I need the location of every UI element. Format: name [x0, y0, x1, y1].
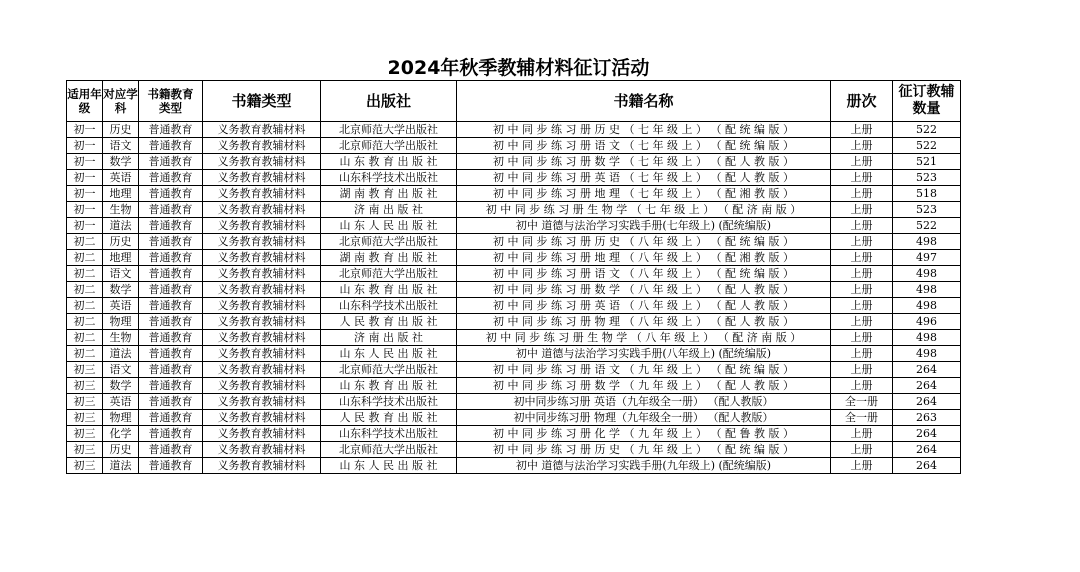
cell-publisher: 山 东 教 育 出 版 社 [321, 378, 457, 394]
cell-book-name: 初 中 同 步 练 习 册 物 理 （ 八 年 级 上 ） （ 配 人 教 版 ） [457, 314, 831, 330]
cell-book-type: 义务教育教辅材料 [203, 282, 321, 298]
cell-quantity: 498 [893, 234, 961, 250]
cell-quantity: 264 [893, 362, 961, 378]
cell-publisher: 北京师范大学出版社 [321, 138, 457, 154]
cell-grade: 初一 [67, 138, 103, 154]
cell-subject: 化学 [103, 426, 139, 442]
cell-book-name: 初 中 同 步 练 习 册 历 史 （ 八 年 级 上 ） （ 配 统 编 版 ） [457, 234, 831, 250]
cell-book-name: 初 中 同 步 练 习 册 英 语 （ 七 年 级 上 ） （ 配 人 教 版 ） [457, 170, 831, 186]
order-table [66, 80, 961, 474]
cell-publisher: 北京师范大学出版社 [321, 362, 457, 378]
cell-quantity: 496 [893, 314, 961, 330]
cell-volume: 上册 [831, 138, 893, 154]
cell-publisher: 北京师范大学出版社 [321, 122, 457, 138]
cell-publisher: 山东科学技术出版社 [321, 298, 457, 314]
cell-book-type: 义务教育教辅材料 [203, 202, 321, 218]
table-row [67, 170, 961, 186]
cell-book-name: 初 中 同 步 练 习 册 历 史 （ 七 年 级 上 ） （ 配 统 编 版 ） [457, 122, 831, 138]
cell-publisher: 山 东 人 民 出 版 社 [321, 458, 457, 474]
cell-book-type: 义务教育教辅材料 [203, 394, 321, 410]
header-row [67, 81, 961, 122]
cell-quantity: 498 [893, 346, 961, 362]
cell-edu-type: 普通教育 [139, 234, 203, 250]
cell-subject: 生物 [103, 202, 139, 218]
cell-grade: 初二 [67, 250, 103, 266]
cell-volume: 上册 [831, 314, 893, 330]
cell-edu-type: 普通教育 [139, 138, 203, 154]
cell-subject: 数学 [103, 378, 139, 394]
cell-volume: 上册 [831, 154, 893, 170]
cell-grade: 初三 [67, 362, 103, 378]
cell-subject: 语文 [103, 266, 139, 282]
cell-edu-type: 普通教育 [139, 186, 203, 202]
cell-book-name: 初 中 同 步 练 习 册 生 物 学 （ 八 年 级 上 ） （ 配 济 南 版 ） [457, 330, 831, 346]
cell-edu-type: 普通教育 [139, 410, 203, 426]
table-row [67, 186, 961, 202]
cell-edu-type: 普通教育 [139, 250, 203, 266]
cell-book-type: 义务教育教辅材料 [203, 330, 321, 346]
cell-publisher: 山 东 人 民 出 版 社 [321, 218, 457, 234]
cell-book-name: 初中 道德与法治学习实践手册(七年级上) (配统编版) [457, 218, 831, 234]
cell-subject: 物理 [103, 410, 139, 426]
cell-grade: 初三 [67, 426, 103, 442]
cell-quantity: 498 [893, 282, 961, 298]
cell-volume: 上册 [831, 362, 893, 378]
cell-grade: 初一 [67, 122, 103, 138]
cell-quantity: 264 [893, 442, 961, 458]
cell-publisher: 湖 南 教 育 出 版 社 [321, 186, 457, 202]
cell-publisher: 北京师范大学出版社 [321, 442, 457, 458]
header-book-name: 书籍名称 [457, 81, 831, 122]
table-row [67, 154, 961, 170]
cell-publisher: 济 南 出 版 社 [321, 202, 457, 218]
table-row [67, 298, 961, 314]
cell-edu-type: 普通教育 [139, 346, 203, 362]
table-row [67, 266, 961, 282]
cell-book-name: 初 中 同 步 练 习 册 英 语 （ 八 年 级 上 ） （ 配 人 教 版 ） [457, 298, 831, 314]
cell-volume: 上册 [831, 234, 893, 250]
cell-edu-type: 普通教育 [139, 378, 203, 394]
cell-quantity: 523 [893, 202, 961, 218]
cell-quantity: 518 [893, 186, 961, 202]
cell-subject: 英语 [103, 170, 139, 186]
cell-quantity: 523 [893, 170, 961, 186]
cell-subject: 地理 [103, 186, 139, 202]
cell-quantity: 264 [893, 378, 961, 394]
cell-quantity: 264 [893, 458, 961, 474]
cell-quantity: 522 [893, 218, 961, 234]
cell-subject: 道法 [103, 346, 139, 362]
cell-grade: 初三 [67, 442, 103, 458]
cell-volume: 上册 [831, 266, 893, 282]
cell-book-name: 初 中 同 步 练 习 册 数 学 （ 八 年 级 上 ） （ 配 人 教 版 ） [457, 282, 831, 298]
table-row [67, 330, 961, 346]
table-row [67, 202, 961, 218]
header-grade: 适用年级 [67, 81, 103, 122]
cell-grade: 初二 [67, 298, 103, 314]
cell-volume: 上册 [831, 186, 893, 202]
cell-book-type: 义务教育教辅材料 [203, 314, 321, 330]
cell-grade: 初二 [67, 346, 103, 362]
table-row [67, 234, 961, 250]
cell-grade: 初二 [67, 282, 103, 298]
header-quantity: 征订教辅数量 [893, 81, 961, 122]
table-row [67, 218, 961, 234]
cell-book-type: 义务教育教辅材料 [203, 138, 321, 154]
cell-volume: 上册 [831, 378, 893, 394]
header-edu-type: 书籍教育类型 [139, 81, 203, 122]
cell-publisher: 山东科学技术出版社 [321, 426, 457, 442]
cell-publisher: 北京师范大学出版社 [321, 234, 457, 250]
table-row [67, 138, 961, 154]
cell-subject: 物理 [103, 314, 139, 330]
cell-book-type: 义务教育教辅材料 [203, 250, 321, 266]
cell-grade: 初三 [67, 458, 103, 474]
cell-volume: 上册 [831, 170, 893, 186]
cell-subject: 历史 [103, 442, 139, 458]
cell-edu-type: 普通教育 [139, 266, 203, 282]
cell-volume: 上册 [831, 202, 893, 218]
cell-book-name: 初 中 同 步 练 习 册 语 文 （ 七 年 级 上 ） （ 配 统 编 版 ） [457, 138, 831, 154]
cell-edu-type: 普通教育 [139, 122, 203, 138]
cell-book-name: 初 中 同 步 练 习 册 化 学 （ 九 年 级 上 ） （ 配 鲁 教 版 ） [457, 426, 831, 442]
cell-grade: 初三 [67, 394, 103, 410]
table-row [67, 122, 961, 138]
table-row [67, 378, 961, 394]
cell-book-name: 初 中 同 步 练 习 册 地 理 （ 八 年 级 上 ） （ 配 湘 教 版 ） [457, 250, 831, 266]
cell-quantity: 264 [893, 426, 961, 442]
cell-quantity: 522 [893, 122, 961, 138]
cell-book-type: 义务教育教辅材料 [203, 186, 321, 202]
cell-volume: 上册 [831, 218, 893, 234]
cell-book-type: 义务教育教辅材料 [203, 458, 321, 474]
cell-volume: 上册 [831, 330, 893, 346]
cell-book-name: 初中同步练习册 物理（九年级全一册） （配人教版） [457, 410, 831, 426]
cell-book-type: 义务教育教辅材料 [203, 346, 321, 362]
cell-book-type: 义务教育教辅材料 [203, 378, 321, 394]
cell-grade: 初二 [67, 330, 103, 346]
cell-volume: 全一册 [831, 410, 893, 426]
cell-edu-type: 普通教育 [139, 202, 203, 218]
cell-edu-type: 普通教育 [139, 330, 203, 346]
cell-edu-type: 普通教育 [139, 154, 203, 170]
cell-volume: 上册 [831, 122, 893, 138]
cell-book-name: 初中 道德与法治学习实践手册(八年级上) (配统编版) [457, 346, 831, 362]
cell-book-type: 义务教育教辅材料 [203, 266, 321, 282]
cell-book-type: 义务教育教辅材料 [203, 218, 321, 234]
cell-subject: 历史 [103, 122, 139, 138]
cell-book-type: 义务教育教辅材料 [203, 234, 321, 250]
cell-edu-type: 普通教育 [139, 298, 203, 314]
cell-publisher: 济 南 出 版 社 [321, 330, 457, 346]
cell-edu-type: 普通教育 [139, 442, 203, 458]
cell-publisher: 山东科学技术出版社 [321, 394, 457, 410]
table-row [67, 394, 961, 410]
cell-subject: 道法 [103, 218, 139, 234]
cell-grade: 初一 [67, 154, 103, 170]
cell-book-type: 义务教育教辅材料 [203, 426, 321, 442]
table-row [67, 282, 961, 298]
cell-subject: 数学 [103, 282, 139, 298]
table-row [67, 442, 961, 458]
cell-grade: 初一 [67, 202, 103, 218]
cell-edu-type: 普通教育 [139, 426, 203, 442]
cell-book-type: 义务教育教辅材料 [203, 154, 321, 170]
cell-subject: 英语 [103, 298, 139, 314]
table-row [67, 426, 961, 442]
header-book-type: 书籍类型 [203, 81, 321, 122]
header-volume: 册次 [831, 81, 893, 122]
cell-book-name: 初中 道德与法治学习实践手册(九年级上) (配统编版) [457, 458, 831, 474]
cell-book-type: 义务教育教辅材料 [203, 170, 321, 186]
cell-volume: 上册 [831, 442, 893, 458]
cell-edu-type: 普通教育 [139, 458, 203, 474]
cell-grade: 初二 [67, 266, 103, 282]
cell-volume: 上册 [831, 426, 893, 442]
cell-publisher: 山 东 人 民 出 版 社 [321, 346, 457, 362]
cell-edu-type: 普通教育 [139, 282, 203, 298]
cell-subject: 数学 [103, 154, 139, 170]
cell-quantity: 498 [893, 330, 961, 346]
cell-edu-type: 普通教育 [139, 314, 203, 330]
table-row [67, 250, 961, 266]
cell-quantity: 264 [893, 394, 961, 410]
cell-quantity: 521 [893, 154, 961, 170]
cell-publisher: 山东科学技术出版社 [321, 170, 457, 186]
cell-subject: 地理 [103, 250, 139, 266]
page-title: 2024年秋季教辅材料征订活动 [387, 57, 650, 79]
cell-volume: 上册 [831, 298, 893, 314]
table-row [67, 314, 961, 330]
cell-book-name: 初 中 同 步 练 习 册 数 学 （ 七 年 级 上 ） （ 配 人 教 版 ） [457, 154, 831, 170]
cell-volume: 上册 [831, 458, 893, 474]
cell-book-type: 义务教育教辅材料 [203, 298, 321, 314]
cell-book-name: 初中同步练习册 英语（九年级全一册） （配人教版） [457, 394, 831, 410]
cell-subject: 道法 [103, 458, 139, 474]
cell-publisher: 湖 南 教 育 出 版 社 [321, 250, 457, 266]
cell-publisher: 人 民 教 育 出 版 社 [321, 410, 457, 426]
cell-edu-type: 普通教育 [139, 394, 203, 410]
cell-quantity: 497 [893, 250, 961, 266]
cell-grade: 初三 [67, 410, 103, 426]
cell-book-type: 义务教育教辅材料 [203, 362, 321, 378]
cell-quantity: 498 [893, 266, 961, 282]
cell-book-name: 初 中 同 步 练 习 册 历 史 （ 九 年 级 上 ） （ 配 统 编 版 ） [457, 442, 831, 458]
cell-volume: 上册 [831, 250, 893, 266]
cell-grade: 初二 [67, 314, 103, 330]
cell-quantity: 263 [893, 410, 961, 426]
cell-book-name: 初 中 同 步 练 习 册 地 理 （ 七 年 级 上 ） （ 配 湘 教 版 ） [457, 186, 831, 202]
cell-grade: 初二 [67, 234, 103, 250]
cell-book-type: 义务教育教辅材料 [203, 122, 321, 138]
cell-edu-type: 普通教育 [139, 362, 203, 378]
header-subject: 对应学科 [103, 81, 139, 122]
cell-volume: 上册 [831, 346, 893, 362]
cell-publisher: 人 民 教 育 出 版 社 [321, 314, 457, 330]
cell-book-name: 初 中 同 步 练 习 册 语 文 （ 九 年 级 上 ） （ 配 统 编 版 ） [457, 362, 831, 378]
cell-quantity: 522 [893, 138, 961, 154]
cell-subject: 生物 [103, 330, 139, 346]
cell-publisher: 山 东 教 育 出 版 社 [321, 282, 457, 298]
cell-edu-type: 普通教育 [139, 218, 203, 234]
cell-subject: 历史 [103, 234, 139, 250]
cell-publisher: 北京师范大学出版社 [321, 266, 457, 282]
cell-quantity: 498 [893, 298, 961, 314]
cell-edu-type: 普通教育 [139, 170, 203, 186]
cell-book-type: 义务教育教辅材料 [203, 410, 321, 426]
cell-grade: 初一 [67, 186, 103, 202]
table-row [67, 410, 961, 426]
cell-subject: 语文 [103, 138, 139, 154]
cell-book-name: 初 中 同 步 练 习 册 数 学 （ 九 年 级 上 ） （ 配 人 教 版 ） [457, 378, 831, 394]
table-row [67, 458, 961, 474]
cell-book-type: 义务教育教辅材料 [203, 442, 321, 458]
cell-volume: 上册 [831, 282, 893, 298]
cell-volume: 全一册 [831, 394, 893, 410]
table-row [67, 346, 961, 362]
cell-grade: 初一 [67, 218, 103, 234]
cell-grade: 初三 [67, 378, 103, 394]
cell-grade: 初一 [67, 170, 103, 186]
cell-book-name: 初 中 同 步 练 习 册 生 物 学 （ 七 年 级 上 ） （ 配 济 南 版 ） [457, 202, 831, 218]
table-row [67, 362, 961, 378]
cell-subject: 语文 [103, 362, 139, 378]
cell-book-name: 初 中 同 步 练 习 册 语 文 （ 八 年 级 上 ） （ 配 统 编 版 ） [457, 266, 831, 282]
table-body [67, 122, 961, 474]
header-publisher: 出版社 [321, 81, 457, 122]
cell-subject: 英语 [103, 394, 139, 410]
cell-publisher: 山 东 教 育 出 版 社 [321, 154, 457, 170]
